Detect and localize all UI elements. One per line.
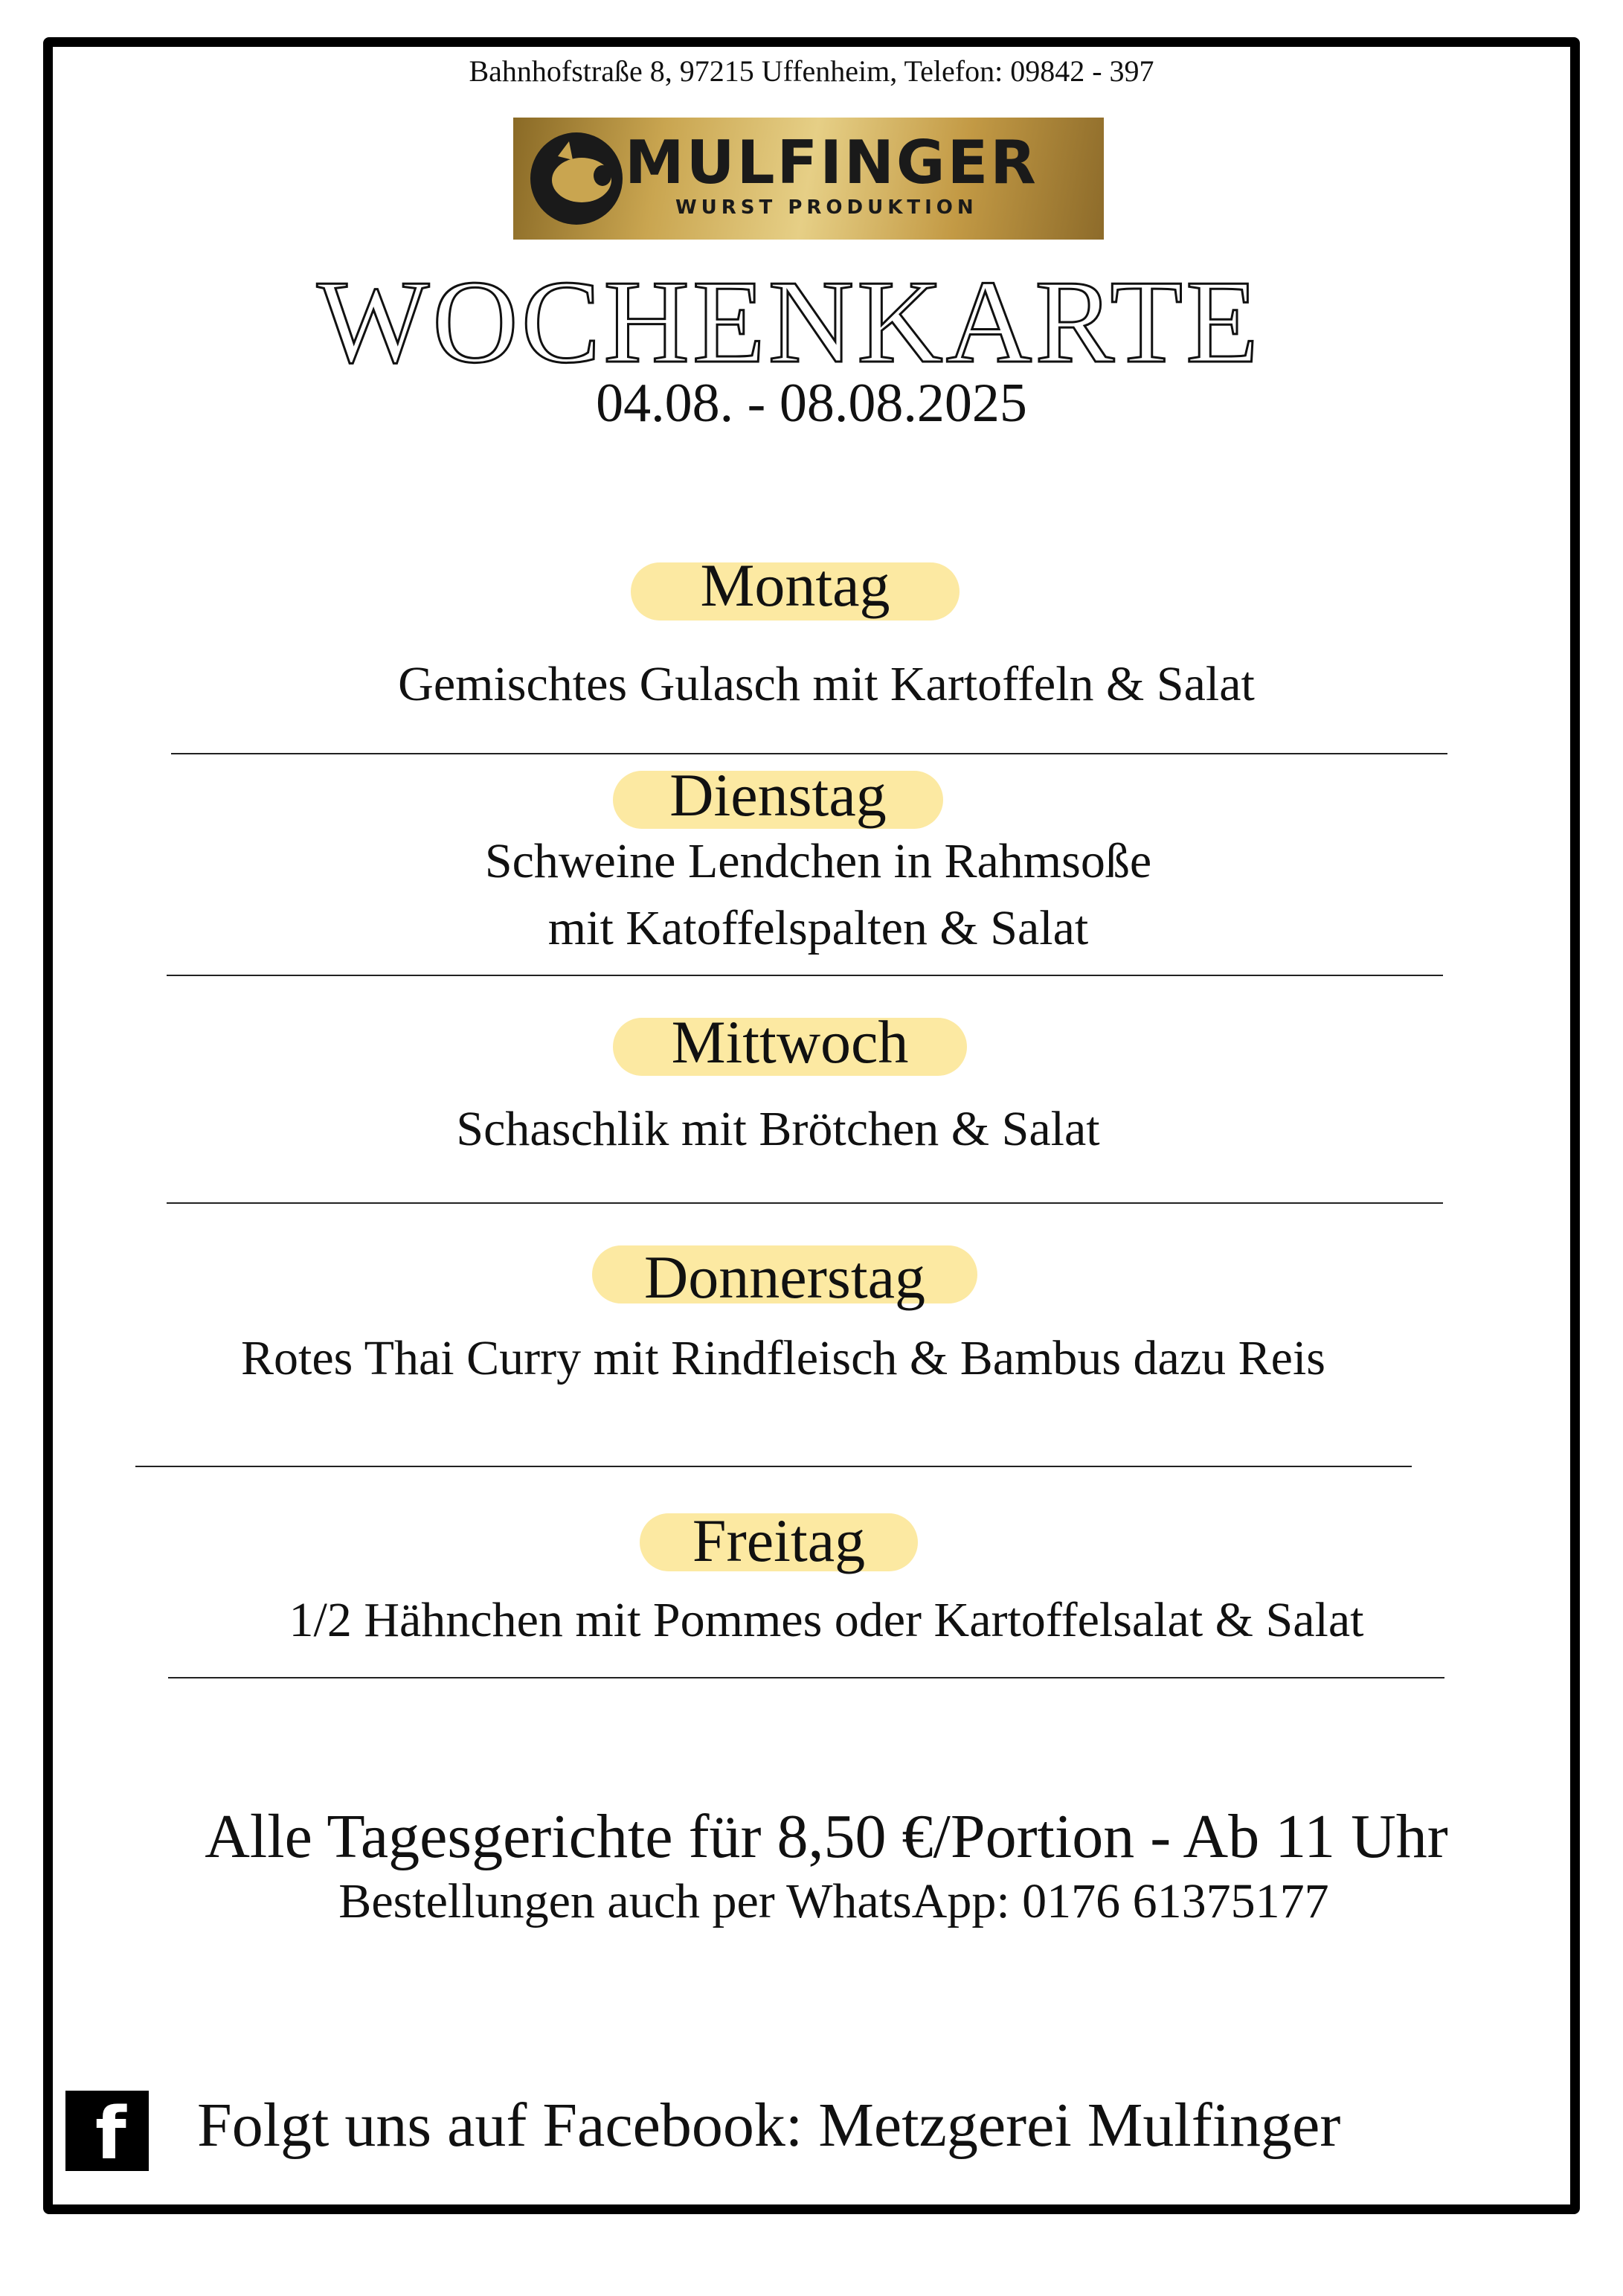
day-label-thursday: Donnerstag <box>643 1243 925 1311</box>
day-label-tuesday: Dienstag <box>669 761 887 829</box>
dish-monday: Gemischtes Gulasch mit Kartoffeln & Salat <box>398 657 1255 711</box>
price-line: Alle Tagesgerichte für 8,50 €/Portion - Ab 11 Uhr <box>205 1802 1448 1871</box>
dish-friday: 1/2 Hähnchen mit Pommes oder Kartoffelsalat & Salat <box>289 1593 1364 1647</box>
address-line: Bahnhofstraße 8, 97215 Uffenheim, Telefon: 09842 - 397 <box>469 54 1154 88</box>
divider <box>171 753 1447 754</box>
facebook-line: Folgt uns auf Facebook: Metzgerei Mulfinger <box>197 2091 1341 2160</box>
divider <box>168 1677 1444 1678</box>
facebook-icon[interactable] <box>65 2091 149 2175</box>
dish-wednesday: Schaschlik mit Brötchen & Salat <box>456 1102 1100 1156</box>
divider <box>167 1202 1443 1204</box>
logo-subtitle-text: WURST PRODUKTION <box>675 196 978 219</box>
whatsapp-order-line: Bestellungen auch per WhatsApp: 0176 61375177 <box>338 1874 1329 1928</box>
dish-tuesday-line1: Schweine Lendchen in Rahmsoße <box>484 834 1152 888</box>
page-title: WOCHENKARTE <box>317 255 1262 388</box>
divider <box>167 975 1443 976</box>
facebook-glyph: f <box>95 2092 126 2175</box>
day-label-monday: Montag <box>700 551 890 619</box>
logo-brand-text: MULFINGER <box>625 128 1038 197</box>
dish-thursday: Rotes Thai Curry mit Rindfleisch & Bambus dazu Reis <box>241 1331 1325 1385</box>
day-label-friday: Freitag <box>692 1507 866 1574</box>
day-label-wednesday: Mittwoch <box>671 1008 909 1076</box>
divider <box>135 1466 1412 1467</box>
dish-tuesday-line2: mit Katoffelspalten & Salat <box>547 901 1089 955</box>
pig-logo-icon <box>528 126 625 231</box>
week-dates: 04.08. - 08.08.2025 <box>596 373 1027 434</box>
mulfinger-logo <box>513 118 1104 240</box>
